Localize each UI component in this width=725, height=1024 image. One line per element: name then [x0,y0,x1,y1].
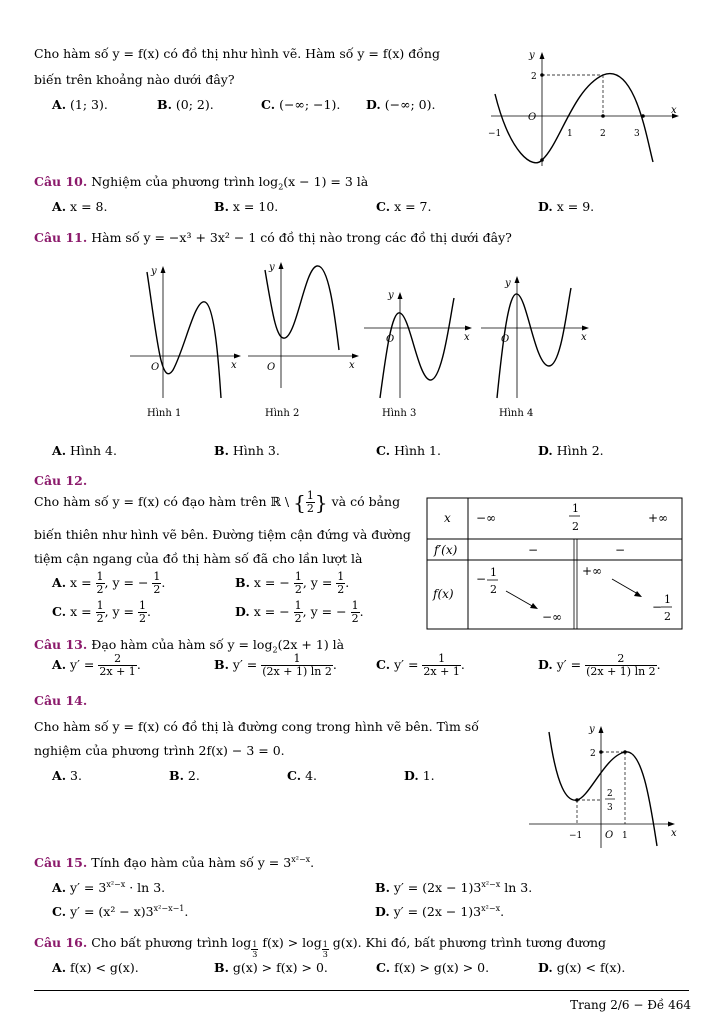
q12-option-b: B. x = − $\frac{1}{2}$ , y = $\frac{1}{2}$ . [235,570,350,596]
page-footer: Trang 2/6 − Đề 464 [570,998,691,1012]
figure-caption: Hình 4 [499,408,534,418]
option-text: (0; 2). [175,97,214,112]
q9-option-a [52,97,108,112]
x-axis-label: x [671,105,677,116]
option-letter: A. [52,97,67,112]
q9-graph [485,44,685,170]
footer-rule [34,990,689,991]
svg-text:+∞: +∞ [648,511,669,525]
q14-option-b: B. 2. [169,768,200,783]
q12-option-a: A. x = $\frac{1}{2}$ , y = − $\frac{1}{2}$ . [52,570,166,596]
q16-option-b: B. g(x) > f(x) > 0. [214,960,328,975]
q11-option-d: D. Hình 2. [538,443,604,458]
q11-graph-2 [243,258,363,418]
q10-stem [34,174,368,192]
q10-text-pre: Nghiệm của phương trình log [91,174,279,189]
svg-text:2: 2 [664,610,671,623]
svg-text:−: − [528,543,539,557]
option-letter: D. [366,97,381,112]
q11-stem [34,230,512,245]
option-text: (−∞; −1). [279,97,341,112]
q9-line1: Cho hàm số y = f(x) có đồ thị như hình vẽ. Hàm số y = f(x) đồng [34,46,440,61]
y-axis-label: y [529,50,535,61]
q10-option-a: A. x = 8. [52,199,108,214]
q10-log-base: 2 [278,182,284,192]
q16-option-a: A. f(x) < g(x). [52,960,139,975]
q9-option-c [261,97,340,112]
q15-option-a: A. $y' = 3^{x^2-x} \cdot \ln 3$. [52,880,166,896]
q13-option-c: C. y′ = $\frac{1}{2x + 1}$ . [376,652,465,678]
origin-label: O [528,112,537,123]
q14-line1: Cho hàm số y = f(x) có đồ thị là đường cong trong hình vẽ bên. Tìm số [34,719,479,734]
q13-option-b: B. y′ = $\frac{1}{(2x + 1) \ln 2}$ . [214,652,337,678]
question-label: Câu 16. [34,935,88,950]
q11-graph-1 [125,258,245,418]
svg-text:1: 1 [490,566,497,579]
q12-variation-table [426,497,684,631]
q16-option-d: D. g(x) < f(x). [538,960,626,975]
tick-x1: 1 [567,129,573,139]
svg-text:y: y [388,290,394,301]
option-letter: C. [261,97,276,112]
q16-option-c: C. f(x) > g(x) > 0. [376,960,490,975]
q11-text: Hàm số y = −x³ + 3x² − 1 có đồ thị nào trong các đồ thị dưới đây? [91,230,512,245]
q15-option-d: D. $y' = (2x - 1)3^{x^2-x}$. [375,904,505,920]
question-label: Câu 13. [34,637,88,652]
q12-line1: Cho hàm số y = f(x) có đạo hàm trên ℝ \ { $\frac{1}{2}$ } và có bảng [34,489,401,515]
q10-option-b: B. x = 10. [214,199,279,214]
q14-option-c: C. 4. [287,768,318,783]
question-label: Câu 10. [34,174,88,189]
svg-text:2: 2 [590,749,596,759]
q10-option-d: D. x = 9. [538,199,595,214]
svg-text:x: x [464,332,470,343]
figure-caption: Hình 2 [265,408,300,418]
q10-option-c: C. x = 7. [376,199,432,214]
q15-option-c: C. $y' = (x^2 - x)3^{x^2-x-1}$. [52,904,189,920]
q13-stem: Câu 13. Đạo hàm của hàm số $y = \log_2(2x + 1)$ là [34,637,345,655]
svg-text:O: O [267,362,276,373]
figure-caption: Hình 3 [382,408,417,418]
question-label: Câu 14. [34,693,88,708]
svg-text:−: − [476,572,487,586]
svg-text:−∞: −∞ [542,610,563,624]
tick-xm1: −1 [488,129,502,139]
q11-graph-3 [360,258,480,418]
svg-text:x: x [671,828,677,839]
q13-option-d: D. y′ = $\frac{2}{(2x + 1) \ln 2}$ . [538,652,661,678]
q9-option-b [157,97,214,112]
option-letter: B. [157,97,172,112]
tick-x3: 3 [634,129,640,139]
q16-stem: Câu 16. Cho bất phương trình log $\frac{1}{3}$ f(x) > log $\frac{1}{3}$ g(x). Khi đó, bất phương trình tương đương [34,935,607,959]
svg-text:3: 3 [607,803,613,813]
svg-text:y: y [589,724,595,735]
q12-line2: biến thiên như hình vẽ bên. Đường tiệm cận đứng và đường [34,527,411,542]
q13-option-a: A. y′ = $\frac{2}{2x + 1}$ . [52,652,141,678]
q9-option-d [366,97,436,112]
svg-text:−: − [615,543,626,557]
option-text: (1; 3). [70,97,108,112]
q11-graph-4 [477,258,597,418]
q14-graph [525,718,685,850]
svg-text:y: y [151,266,157,277]
q14-option-a: A. 3. [52,768,82,783]
svg-text:y: y [505,278,511,289]
question-label: Câu 11. [34,230,88,245]
figure-caption: Hình 1 [147,408,182,418]
svg-text:O: O [386,334,395,345]
svg-text:1: 1 [622,831,628,841]
q12-line3: tiệm cận ngang của đồ thị hàm số đã cho lần lượt là [34,551,363,566]
svg-text:f(x): f(x) [433,587,454,601]
option-text: (−∞; 0). [384,97,436,112]
svg-text:y: y [269,262,275,273]
q12-option-d: D. x = − $\frac{1}{2}$ , y = − $\frac{1}{2}$ . [235,599,364,625]
q15-stem: Câu 15. Tính đạo hàm của hàm số $y = 3^{x^2-x}$. [34,855,315,871]
svg-text:f′(x): f′(x) [434,543,458,557]
q11-option-c: C. Hình 1. [376,443,441,458]
svg-text:−∞: −∞ [476,511,497,525]
q12-option-c: C. x = $\frac{1}{2}$ , y = $\frac{1}{2}$ . [52,599,151,625]
svg-text:2: 2 [490,583,497,596]
svg-text:O: O [501,334,510,345]
question-label: Câu 15. [34,855,88,871]
q10-text-post: (x − 1) = 3 là [283,174,369,189]
svg-text:2: 2 [607,789,613,799]
question-label: Câu 12. [34,473,88,488]
q14-option-d: D. 1. [404,768,435,783]
svg-text:O: O [151,362,160,373]
svg-text:O: O [605,830,614,841]
svg-text:1: 1 [572,502,579,515]
tick-x2: 2 [600,129,606,139]
svg-text:−: − [652,600,663,614]
svg-text:x: x [231,360,237,371]
q11-option-b: B. Hình 3. [214,443,280,458]
q11-option-a: A. Hình 4. [52,443,117,458]
svg-text:x: x [444,511,451,525]
q14-line2: nghiệm của phương trình 2f(x) − 3 = 0. [34,743,285,758]
svg-text:2: 2 [572,520,579,533]
tick-y2: 2 [531,72,537,82]
svg-text:x: x [349,360,355,371]
q15-option-b: B. $y' = (2x - 1)3^{x^2-x}$ ln 3. [375,880,533,896]
svg-text:x: x [581,332,587,343]
q9-line2: biến trên khoảng nào dưới đây? [34,72,235,87]
svg-text:−1: −1 [569,831,583,841]
svg-text:1: 1 [664,593,671,606]
svg-text:+∞: +∞ [582,564,603,578]
